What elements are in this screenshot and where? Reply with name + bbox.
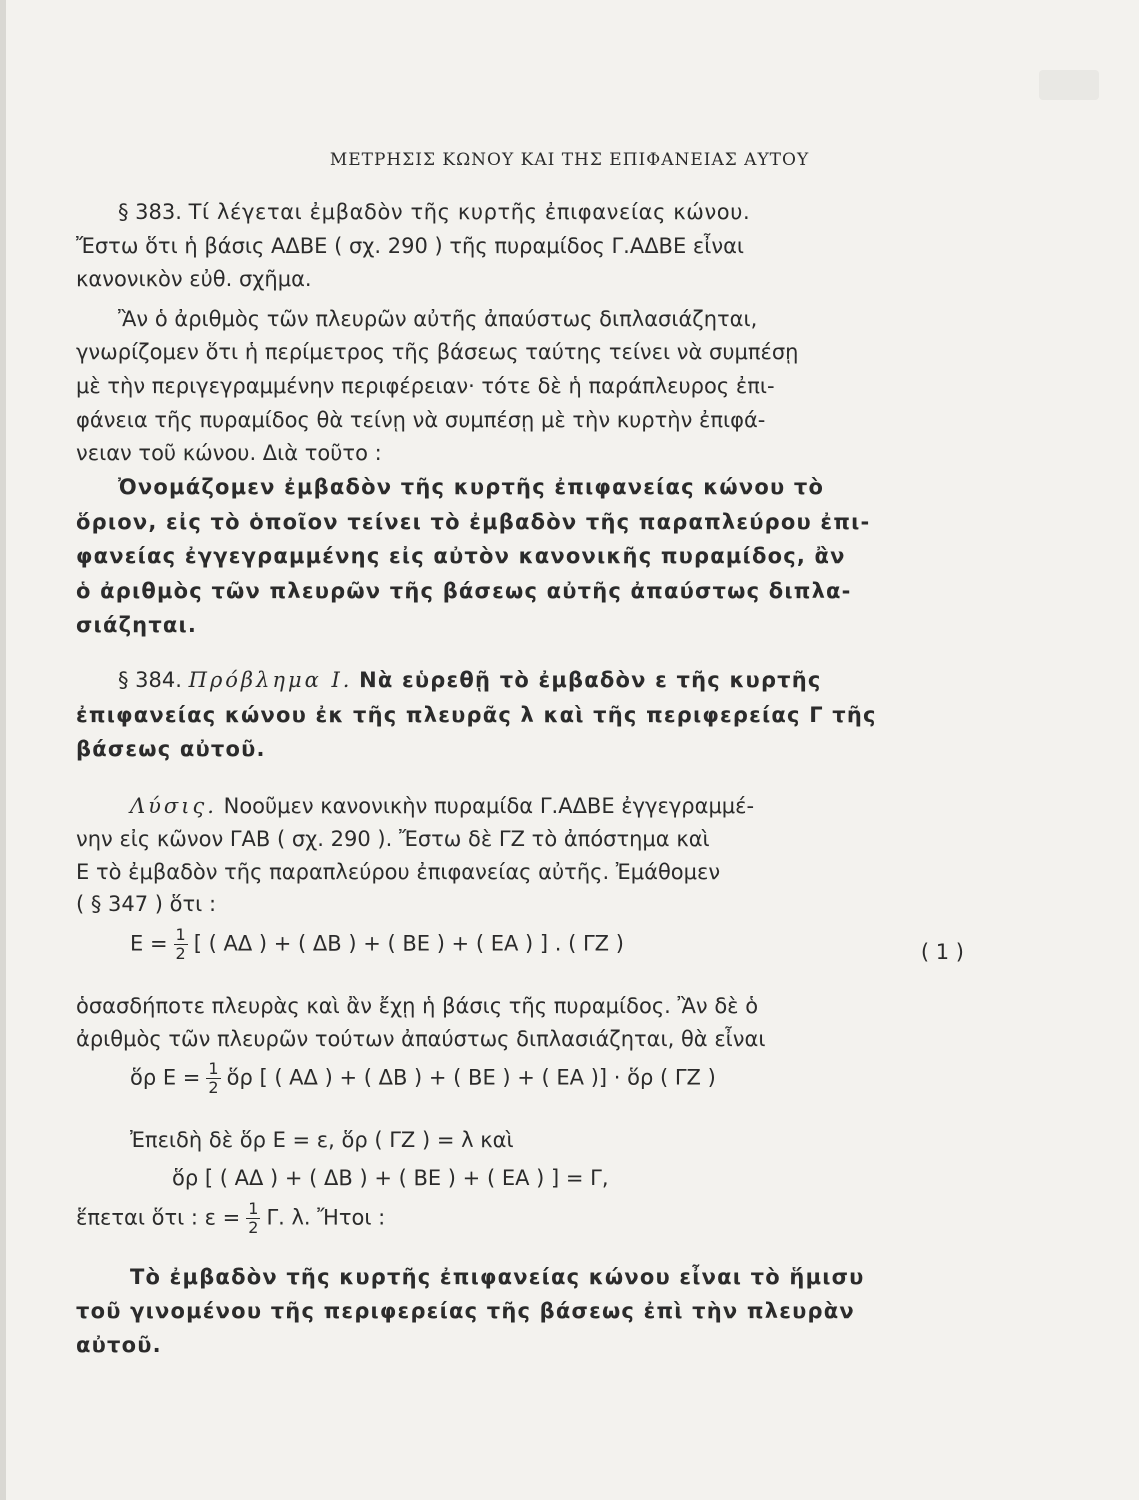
fraction-half: $\frac{1}{2}$ xyxy=(208,1059,219,1097)
definition-line-4: ὁ ἀριθμὸς τῶν πλευρῶν τῆς βάσεως αὐτῆς ἀπαύστως διπλα- xyxy=(76,579,852,603)
s383-line-1: Ἔστω ὅτι ἡ βάσις ΑΔΒΕ ( σχ. 290 ) τῆς πυραμίδος Γ.ΑΔΒΕ εἶναι xyxy=(76,234,745,258)
solution-line-2: νην εἰς κῶνον ΓΑΒ ( σχ. 290 ). Ἔστω δὲ ΓΖ τὸ ἀπόστημα καὶ xyxy=(76,827,710,851)
s383-line-3: Ἂν ὁ ἀριθμὸς τῶν πλευρῶν αὐτῆς ἀπαύστως διπλασιάζηται, xyxy=(118,307,758,331)
theorem-line-2: τοῦ γινομένου τῆς περιφερείας τῆς βάσεως ἐπὶ τὴν πλευρὰν xyxy=(76,1299,855,1323)
equation-1: Ε = $\frac{1}{2}$ [ ( ΑΔ ) + ( ΔΒ ) + ( ΒΕ ) + ( ΕΑ ) ] . ( ΓΖ ) xyxy=(130,925,624,963)
problem-label: Πρόβλημα I. xyxy=(188,668,353,692)
theorem-line-3: αὐτοῦ. xyxy=(76,1333,162,1357)
equation-3: Ἐπειδὴ δὲ ὅρ Ε = ε, ὅρ ( ΓΖ ) = λ καὶ xyxy=(130,1128,514,1152)
page-header: ΜΕΤΡΗΣΙΣ ΚΩΝΟΥ ΚΑΙ ΤΗΣ ΕΠΙΦΑΝΕΙΑΣ ΑΥΤΟΥ xyxy=(329,150,810,170)
section-384-heading: § 384. Πρόβλημα I. Νὰ εὑρεθῇ τὸ ἐμβαδὸν ε τῆς κυρτῆς xyxy=(118,668,822,692)
theorem-line-1: Τὸ ἐμβαδὸν τῆς κυρτῆς ἐπιφανείας κώνου εἶναι τὸ ἥμισυ xyxy=(130,1265,865,1289)
definition-line-2: ὅριον, εἰς τὸ ὁποῖον τείνει τὸ ἐμβαδὸν τῆς παραπλεύρου ἐπι- xyxy=(76,510,871,534)
s383-line-4: γνωρίζομεν ὅτι ἡ περίμετρος τῆς βάσεως ταύτης τείνει νὰ συμπέσῃ xyxy=(76,340,799,364)
fraction-half: $\frac{1}{2}$ xyxy=(175,925,186,963)
section-383-heading: § 383. Τί λέγεται ἐμβαδὸν τῆς κυρτῆς ἐπιφανείας κώνου. xyxy=(118,200,751,224)
problem-line-3: βάσεως αὐτοῦ. xyxy=(76,737,266,761)
problem-line-2: ἐπιφανείας κώνου ἐκ τῆς πλευρᾶς λ καὶ τῆς περιφερείας Γ τῆς xyxy=(76,703,877,727)
s383-line-5: μὲ τὴν περιγεγραμμένην περιφέρειαν· τότε δὲ ἡ παράπλευρος ἐπι- xyxy=(76,374,775,398)
problem-text: Νὰ εὑρεθῇ τὸ ἐμβαδὸν ε τῆς κυρτῆς xyxy=(359,668,822,692)
definition-line-3: φανείας ἐγγεγραμμένης εἰς αὐτὸν κανονικῆς πυραμίδος, ἂν xyxy=(76,544,846,568)
definition-line-5: σιάζηται. xyxy=(76,613,198,637)
after-eq-line-2: ἀριθμὸς τῶν πλευρῶν τούτων ἀπαύστως διπλασιάζηται, θὰ εἶναι xyxy=(76,1027,766,1051)
solution-label: Λύσις. xyxy=(130,794,217,818)
fraction-half: $\frac{1}{2}$ xyxy=(248,1199,259,1237)
s383-line-6: φάνεια τῆς πυραμίδος θὰ τείνῃ νὰ συμπέσῃ μὲ τὴν κυρτὴν ἐπιφά- xyxy=(76,408,766,432)
equation-2: ὅρ Ε = $\frac{1}{2}$ ὅρ [ ( ΑΔ ) + ( ΔΒ ) + ( ΒΕ ) + ( ΕΑ )] · ὅρ ( ΓΖ ) xyxy=(130,1059,716,1097)
equation-4: ὅρ [ ( ΑΔ ) + ( ΔΒ ) + ( ΒΕ ) + ( ΕΑ ) ] = Γ, xyxy=(172,1166,609,1190)
equation-5: ἕπεται ὅτι : ε = $\frac{1}{2}$ Γ. λ. Ἤτοι : xyxy=(76,1199,386,1237)
definition-line-1: Ὀνομάζομεν ἐμβαδὸν τῆς κυρτῆς ἐπιφανείας κώνου τὸ xyxy=(118,475,825,499)
s383-line-7: νειαν τοῦ κώνου. Διὰ τοῦτο : xyxy=(76,441,382,465)
solution-line-4: ( § 347 ) ὅτι : xyxy=(76,892,217,916)
after-eq-line-1: ὁσασδήποτε πλευρὰς καὶ ἂν ἔχῃ ἡ βάσις τῆς πυραμίδος. Ἂν δὲ ὁ xyxy=(76,994,759,1018)
solution-line-1: Λύσις. Νοοῦμεν κανονικὴν πυραμίδα Γ.ΑΔΒΕ ἐγγεγραμμέ- xyxy=(130,794,755,818)
equation-number: ( 1 ) xyxy=(920,940,964,964)
solution-line-3: Ε τὸ ἐμβαδὸν τῆς παραπλεύρου ἐπιφανείας αὐτῆς. Ἐμάθομεν xyxy=(76,860,721,884)
s383-line-2: κανονικὸν εὐθ. σχῆμα. xyxy=(76,267,312,291)
